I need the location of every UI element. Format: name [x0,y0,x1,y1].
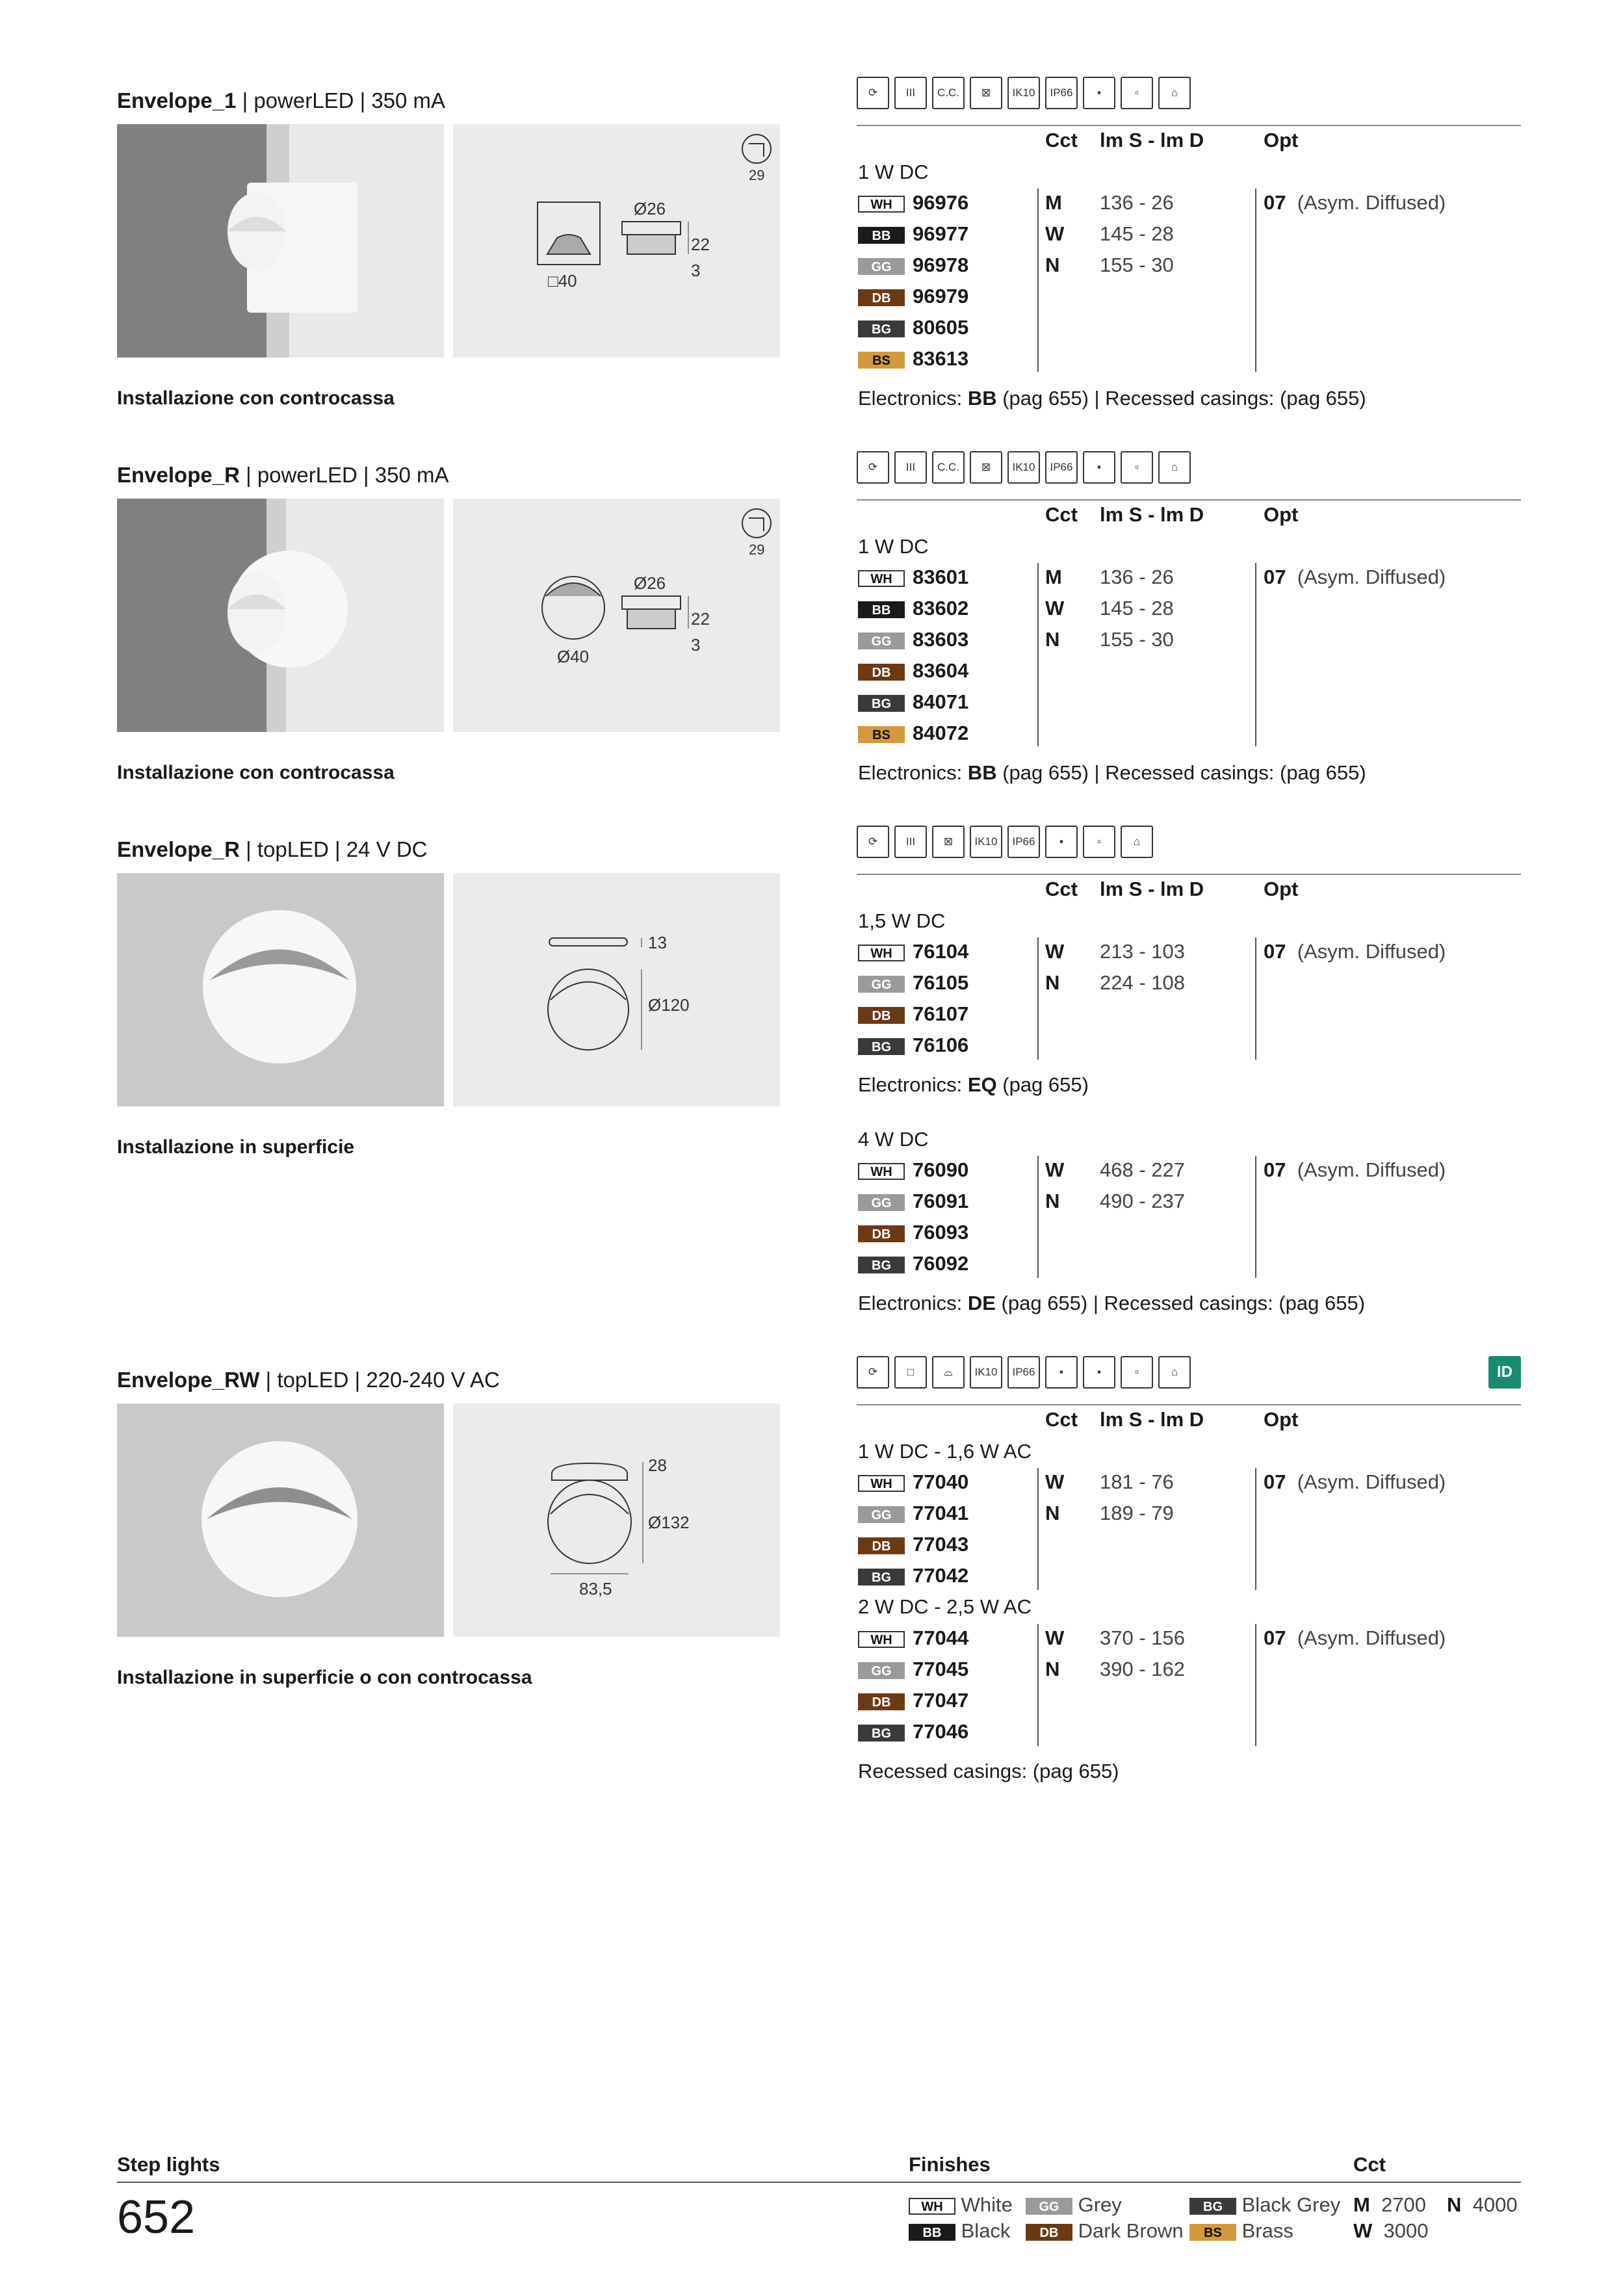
power-label: 2 W DC - 2,5 W AC [858,1595,1032,1618]
table-row: BS 84072 [858,720,968,746]
electronics-note: Electronics: BB (pag 655) | Recessed casings: (pag 655) [858,387,1366,410]
finish-legend-item: GG Grey [1026,2192,1122,2218]
table-row: DB 77043 [858,1532,968,1558]
house-icon: ⌂ [1158,451,1191,484]
house-icon: ⌂ [1121,826,1153,858]
rotate-icon: ⟳ [857,77,889,109]
col-sep [1037,937,1039,1060]
col-sep [1255,189,1256,372]
dim-width: □40 [548,271,577,291]
cct-legend-item: W 3000 [1353,2219,1429,2242]
ik-rating-icon: IK10 [970,826,1002,858]
icon-strip [857,77,1191,109]
table-row: BB 83602 [858,595,968,621]
icon-strip [857,451,1191,484]
class-ii-icon: □ [894,1356,927,1389]
divider [857,499,1521,501]
col-sep [1255,563,1256,746]
opt-value: 07 (Asym. Diffused) [1264,1158,1446,1181]
ban-icon: ⊠ [970,77,1002,109]
class-iii-icon: III [894,451,927,484]
page-number: 652 [117,2191,196,2243]
side-emission-icon: ▪ [1083,77,1115,109]
footer-divider [117,2182,1521,2183]
dim-diameter: Ø26 [634,199,666,218]
dim-height: 28 [648,1455,667,1475]
finish-legend-item: DB Dark Brown [1026,2218,1184,2244]
finish-legend-item: BB Black [909,2218,1010,2244]
class-iii-icon: III [894,77,927,109]
id-badge: ID [1488,1356,1521,1389]
opt-value: 07 (Asym. Diffused) [1264,566,1446,588]
lm-value: 189 - 79 [1100,1502,1174,1524]
dim-diameter: Ø120 [648,995,690,1015]
cc-icon: C.C. [932,451,965,484]
lm-value: 224 - 108 [1100,971,1185,994]
cct-value: M [1045,191,1062,214]
table-row: WH 76090 [858,1157,968,1183]
dim-diameter: Ø26 [634,573,666,593]
side-emission-icon: ▪ [1045,826,1078,858]
table-row: DB 76093 [858,1220,968,1246]
ip-rating-icon: IP66 [1007,1356,1040,1389]
table-row: DB 83604 [858,658,968,684]
cct-value: N [1045,628,1060,651]
house-icon: ⌂ [1158,1356,1191,1389]
lm-value: 390 - 162 [1100,1658,1185,1680]
ip-rating-icon: IP66 [1045,77,1078,109]
lm-value: 145 - 28 [1100,222,1174,245]
lm-value: 468 - 227 [1100,1158,1185,1181]
opt-value: 07 (Asym. Diffused) [1264,191,1446,214]
col-cct: Cct [1045,129,1078,151]
finishes-label: Finishes [909,2153,991,2176]
opt-value: 07 (Asym. Diffused) [1264,1470,1446,1493]
table-row: GG 76105 [858,970,968,996]
product-title: Envelope_R | topLED | 24 V DC [117,837,428,861]
cct-value: N [1045,254,1060,276]
col-sep [1037,189,1039,372]
cct-value: N [1045,1658,1060,1680]
dim-depth: 3 [691,635,701,655]
technical-drawing [453,499,780,732]
dim-depth: 3 [691,261,701,280]
cct-value: W [1045,222,1065,245]
product-title: Envelope_1 | powerLED | 350 mA [117,88,446,112]
icon-strip [857,1356,1191,1389]
col-sep [1255,1624,1256,1746]
table-row: WH 76104 [858,939,968,965]
dim-width: Ø40 [557,647,590,666]
divider [857,125,1521,126]
icon-strip [857,826,1153,858]
opt-value: 07 (Asym. Diffused) [1264,1626,1446,1649]
col-cct: Cct [1045,878,1078,900]
product-photo [117,1403,444,1637]
top-emission-icon: ▫ [1121,77,1153,109]
table-row: GG 83603 [858,627,968,653]
lm-value: 145 - 28 [1100,597,1174,620]
class-iii-icon: III [894,826,927,858]
cct-value: N [1045,1502,1060,1524]
lm-value: 370 - 156 [1100,1626,1185,1649]
table-row: BS 83613 [858,346,968,372]
house-icon: ⌂ [1158,77,1191,109]
product-photo [117,499,444,732]
table-row: BG 77046 [858,1719,968,1745]
top-emission-icon: ▫ [1083,826,1115,858]
lm-value: 155 - 30 [1100,628,1174,651]
table-row: GG 96978 [858,252,968,278]
electronics-note: Recessed casings: (pag 655) [858,1760,1119,1782]
col-lm: lm S - lm D [1100,503,1204,526]
rotate-icon: ⟳ [857,1356,889,1389]
table-row: GG 77045 [858,1656,968,1682]
cct-label: Cct [1353,2153,1386,2176]
table-row: WH 77040 [858,1469,968,1495]
dim-width: 83,5 [579,1579,612,1598]
power-label: 1 W DC - 1,6 W AC [858,1440,1032,1463]
cct-value: W [1045,940,1065,963]
col-lm: lm S - lm D [1100,878,1204,900]
ban-icon: ⊠ [932,826,965,858]
lm-value: 213 - 103 [1100,940,1185,963]
table-row: WH 83601 [858,564,968,590]
lm-value: 136 - 26 [1100,191,1174,214]
technical-drawing [453,1403,780,1637]
table-row: GG 76091 [858,1188,968,1214]
dim-height: 22 [691,609,710,629]
power-label: 4 W DC [858,1128,929,1151]
divider [857,1404,1521,1405]
table-row: BG 76092 [858,1251,968,1277]
side-emission-icon: ▪ [1083,451,1115,484]
dim-height: 13 [648,933,667,952]
lm-value: 136 - 26 [1100,566,1174,588]
cct-legend-item: M 2700 [1353,2193,1427,2216]
dim-recess: 29 [749,167,765,183]
power-label: 1 W DC [858,535,929,558]
col-opt: Opt [1264,878,1299,900]
finish-legend-item: BS Brass [1189,2218,1293,2244]
product-photo [117,873,444,1106]
col-sep [1037,1468,1039,1590]
table-row: BG 80605 [858,315,968,341]
table-row: DB 76107 [858,1001,968,1027]
technical-drawing [453,124,780,358]
cct-value: W [1045,1158,1065,1181]
ik-rating-icon: IK10 [970,1356,1002,1389]
top-emission-icon: ▫ [1121,1356,1153,1389]
ban-icon: ⊠ [970,451,1002,484]
col-cct: Cct [1045,1408,1078,1431]
cct-value: N [1045,1190,1060,1212]
col-opt: Opt [1264,1408,1299,1431]
col-opt: Opt [1264,503,1299,526]
col-sep [1037,1156,1039,1278]
side-emission-icon: ▪ [1045,1356,1078,1389]
product-photo [117,124,444,358]
top-emission-icon: ▫ [1121,451,1153,484]
ip-rating-icon: IP66 [1045,451,1078,484]
rotate-icon: ⟳ [857,826,889,858]
col-sep [1255,937,1256,1060]
technical-drawing [453,873,780,1106]
cc-icon: C.C. [932,77,965,109]
install-note: Installazione con controcassa [117,387,395,409]
electronics-note: Electronics: BB (pag 655) | Recessed casings: (pag 655) [858,761,1366,784]
ik-rating-icon: IK10 [1007,451,1040,484]
cct-legend-item: N 4000 [1447,2193,1518,2216]
table-row: BB 96977 [858,221,968,247]
cct-value: W [1045,1470,1065,1493]
table-row: WH 77044 [858,1625,968,1651]
side-emission-alt-icon: ▪ [1083,1356,1115,1389]
cct-value: W [1045,597,1065,620]
opt-value: 07 (Asym. Diffused) [1264,940,1446,963]
power-label: 1 W DC [858,161,929,183]
surface-mount-icon: ⌓ [932,1356,965,1389]
power-label: 1,5 W DC [858,909,946,932]
finish-legend-item: BG Black Grey [1189,2192,1340,2218]
dim-recess: 29 [749,541,765,558]
table-row: DB 96979 [858,283,968,309]
ik-rating-icon: IK10 [1007,77,1040,109]
col-sep [1037,1624,1039,1746]
col-opt: Opt [1264,129,1299,151]
col-sep [1255,1156,1256,1278]
ip-rating-icon: IP66 [1007,826,1040,858]
table-row: BG 77042 [858,1563,968,1589]
electronics-note: Electronics: EQ (pag 655) [858,1073,1089,1096]
install-note: Installazione in superficie o con controcassa [117,1667,532,1688]
col-sep [1255,1468,1256,1590]
col-lm: lm S - lm D [1100,129,1204,151]
cct-value: W [1045,1626,1065,1649]
divider [857,874,1521,875]
dim-height: 22 [691,235,710,254]
table-row: GG 77041 [858,1500,968,1526]
finish-legend-item: WH White [909,2192,1013,2218]
product-title: Envelope_R | powerLED | 350 mA [117,463,449,487]
install-note: Installazione in superficie [117,1136,355,1158]
lm-value: 155 - 30 [1100,254,1174,276]
table-row: BG 76106 [858,1032,968,1058]
cct-value: M [1045,566,1062,588]
dim-diameter: Ø132 [648,1513,690,1532]
table-row: DB 77047 [858,1688,968,1714]
col-lm: lm S - lm D [1100,1408,1204,1431]
electronics-note: Electronics: DE (pag 655) | Recessed casings: (pag 655) [858,1292,1366,1314]
table-row: WH 96976 [858,190,968,216]
section-label: Step lights [117,2153,220,2176]
install-note: Installazione con controcassa [117,762,395,783]
table-row: BG 84071 [858,689,968,715]
lm-value: 490 - 237 [1100,1190,1185,1212]
lm-value: 181 - 76 [1100,1470,1174,1493]
col-sep [1037,563,1039,746]
cct-value: N [1045,971,1060,994]
rotate-icon: ⟳ [857,451,889,484]
col-cct: Cct [1045,503,1078,526]
product-title: Envelope_RW | topLED | 220-240 V AC [117,1368,500,1392]
